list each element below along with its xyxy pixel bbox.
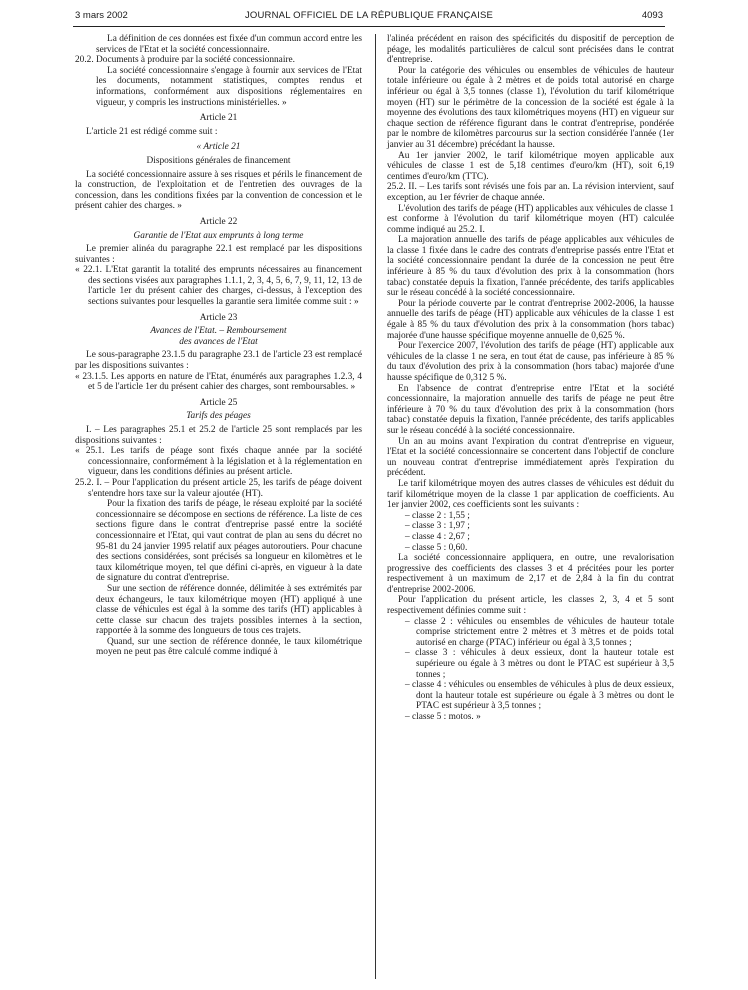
list-item: – classe 5 : 0,60. [405, 542, 468, 553]
section-heading: Garantie de l'Etat aux emprunts à long terme [133, 230, 304, 241]
paragraph: « 25.1. Les tarifs de péage sont fixés chaque année par la société concessionnaire, conformément à la législation et à la réglementation en vigueur, dans les conditions définies au présent article. [75, 446, 362, 478]
paragraph: I. – Les paragraphes 25.1 et 25.2 de l'article 25 sont remplacés par les dispositions suivantes : [75, 425, 362, 446]
paragraph: 25.2. II. – Les tarifs sont révisés une fois par an. La révision intervient, sauf exception, au 1er février de chaque année. [387, 182, 674, 203]
paragraph: La société concessionnaire assure à ses risques et périls le financement de la construction, de l'exploitation et de l'entretien des ouvrages de la concession, dans les conditions fixées par la convention de concession et le présent cahier des charges. » [75, 169, 362, 212]
page-header [75, 10, 663, 26]
header-rule [73, 26, 665, 27]
left-column [75, 34, 362, 658]
article-heading: Article 21 [199, 113, 238, 124]
list-item: – classe 5 : motos. » [405, 712, 481, 722]
paragraph: La majoration annuelle des tarifs de péage applicables aux véhicules de la classe 1 fixée dans le cadre des contrats d'entreprise passés entre l'Etat et la société concessionnaire pendant la durée de la concession ne peut être inférieure à 85 % du taux d'évolution des prix à la consommation (hors tabac) constatée depuis la fixation, l'année précédente, des tarifs applicables sur le réseau concédé à la société concessionnaire. [387, 235, 674, 299]
paragraph: Un an au moins avant l'expiration du contrat d'entreprise en vigueur, l'Etat et la société concessionnaire se concertent dans l'objectif de conclure un nouveau contrat d'entreprise immédiatement après l'expiration du précédent. [387, 436, 674, 479]
paragraph: Pour l'application du présent article, les classes 2, 3, 4 et 5 sont respectivement définies comme suit : [387, 595, 674, 617]
paragraph: Le tarif kilométrique moyen des autres classes de véhicules est déduit du tarif kilométrique moyen de la classe 1 par application de coefficients. Au 1er janvier 2002, ces coefficients sont les suivants : [387, 478, 674, 511]
article-heading: Article 22 [199, 216, 238, 227]
paragraph: Pour la période couverte par le contrat d'entreprise 2002-2006, la hausse annuelle des tarifs de péage (HT) applicable aux véhicules de la classe 1 est égale à 85 % du taux d'évolution des prix à la consommation (hors tabac) majorée d'une hausse spécifique moyenne annuelle de 0,625 %. [387, 298, 674, 341]
section-heading: Tarifs des péages [186, 411, 251, 422]
paragraph: 20.2. Documents à produire par la société concessionnaire. [75, 55, 296, 66]
paragraph: La société concessionnaire s'engage à fournir aux services de l'Etat les documents, notamment statistiques, comptes rendus et informations, conformément aux dispositions réglementaires en vigueur, y compris les instructions ministérielles. » [96, 65, 362, 108]
class-list [387, 617, 674, 723]
article-heading: Article 23 [199, 312, 238, 323]
paragraph: l'alinéa précédent en raison des spécificités du dispositif de perception de péage, les modalités particulières de calcul sont précisées dans le contrat d'entreprise. [387, 34, 674, 66]
right-column [387, 34, 674, 723]
paragraph: Sur une section de référence donnée, délimitée à ses extrémités par deux échangeurs, le taux kilométrique moyen (HT) appliqué à une classe de véhicules est égal à la somme des tarifs (HT) applicables à cette classe sur chacun des trajets possibles internes à la section, rapportée à la somme des longueurs de tous ces trajets. [96, 583, 362, 637]
paragraph: Pour la fixation des tarifs de péage, le réseau exploité par la société concessionnaire se décompose en sections de référence. La liste de ces sections figure dans le contrat d'entreprise passé entre la société concessionnaire et l'Etat, qui vaut contrat de plan au sens du décret no 95-81 du 24 janvier 1995 relatif aux péages autoroutiers. Pour chacune des sections considérées, sont précisés sa longueur en kilomètres et le taux kilométrique moyen, tel que défini ci-après, en vigueur à la date de signature du contrat d'entreprise. [96, 499, 362, 584]
section-heading: des avances de l'Etat [179, 336, 258, 347]
paragraph: Le premier alinéa du paragraphe 22.1 est remplacé par les dispositions suivantes : [75, 244, 362, 265]
list-item: – classe 3 : véhicules à deux essieux, dont la hauteur totale est supérieure ou égale à 3 mètres ou dont le PTAC est supérieur à 3,5 tonnes ; [405, 648, 674, 680]
paragraph: 25.2. I. – Pour l'application du présent article 25, les tarifs de péage doivent s'entendre hors taxe sur la valeur ajoutée (HT). [75, 477, 362, 499]
paragraph: L'évolution des tarifs de péage (HT) applicables aux véhicules de classe 1 est conforme à l'évolution du tarif kilométrique moyen (HT) calculée comme indiqué au 25.2. I. [387, 203, 674, 235]
paragraph: Quand, sur une section de référence donnée, le taux kilométrique moyen ne peut pas être calculé comme indiqué à [96, 636, 362, 658]
column-divider [375, 34, 376, 979]
paragraph: Le sous-paragraphe 23.1.5 du paragraphe 23.1 de l'article 23 est remplacé par les dispositions suivantes : [75, 350, 362, 372]
paragraph: Au 1er janvier 2002, le tarif kilométrique moyen applicable aux véhicules de classe 1 est de 5,18 centimes d'euro/km (HT), soit 6,19 centimes d'euro/km (TTC). [387, 150, 674, 182]
section-heading: Avances de l'Etat. – Remboursement [150, 326, 287, 337]
paragraph: Pour l'exercice 2007, l'évolution des tarifs de péage (HT) applicable aux véhicules de la classe 1 ne sera, en tout état de cause, pas inférieure à 85 % du taux d'évolution des prix à la consommation (hors tabac) majorée d'une hausse spécifique de 0,312 5 %. [387, 341, 674, 383]
paragraph: La société concessionnaire appliquera, en outre, une revalorisation progressive des coefficients des classes 3 et 4 précitées pour les porter respectivement à un maximum de 2,17 et de 2,84 à la fin du contrat d'entreprise 2002-2006. [387, 553, 674, 595]
paragraph: L'article 21 est rédigé comme suit : [86, 126, 218, 137]
paragraph: Pour la catégorie des véhicules ou ensembles de véhicules de hauteur totale inférieure ou égale à 2 mètres et de poids total autorisé en charge inférieur ou égal à 3,5 tonnes (classe 1), l'évolution du tarif kilométrique moyen (HT) sur le périmètre de la concession de la société est égale à la moyenne des évolutions des taux kilométriques moyens (HT) en vigueur sur chaque section de référence figurant dans le contrat d'entreprise, pondérée par le nombre de kilomètres parcourus sur la section considérée l'année (1er janvier au 31 décembre) précédant la hausse. [387, 65, 674, 150]
paragraph: La définition de ces données est fixée d'un commun accord entre les services de l'Etat et la société concessionnaire. [96, 34, 362, 55]
article-heading: Article 25 [199, 397, 238, 408]
list-item: – classe 4 : véhicules ou ensembles de véhicules à plus de deux essieux, dont la hauteur totale est supérieure ou égale à 3 mètres ou dont le PTAC est supérieur à 3,5 tonnes ; [405, 680, 674, 712]
page-number: 4093 [641, 10, 663, 21]
list-item: – classe 2 : 1,55 ; [405, 510, 470, 521]
list-item: – classe 4 : 2,67 ; [405, 531, 470, 542]
paragraph: « 22.1. L'Etat garantit la totalité des emprunts nécessaires au financement des sections visées aux paragraphes 1.1.1, 2, 3, 4, 5, 6, 7, 9, 11, 12, 13 de l'article 1er du présent cahier des charges, ci-dessus, à l'exception des sections suivantes pour lesquelles la garantie sera limitée comme suit : » [75, 265, 362, 308]
paragraph: En l'absence de contrat d'entreprise entre l'Etat et la société concessionnaire, la majoration annuelle des tarifs de péage ne peut être inférieure à 70 % du taux d'évolution des prix à la consommation (hors tabac) constatée depuis la fixation, l'année précédente, des tarifs applicables sur le réseau concédé à la société concessionnaire. [387, 383, 674, 436]
list-item: – classe 2 : véhicules ou ensembles de véhicules de hauteur totale comprise strictement entre 2 mètres et 3 mètres et de poids total autorisé en charge (PTAC) inférieur ou égal à 3,5 tonnes ; [405, 616, 674, 648]
issue-date: 3 mars 2002 [75, 10, 128, 21]
coefficient-list [387, 511, 674, 553]
list-item: – classe 3 : 1,97 ; [405, 521, 470, 532]
journal-title: JOURNAL OFFICIEL DE LA RÉPUBLIQUE FRANÇAISE [244, 10, 494, 21]
section-heading: Dispositions générales de financement [146, 155, 291, 166]
article-heading: « Article 21 [196, 142, 241, 153]
paragraph: « 23.1.5. Les apports en nature de l'Etat, énumérés aux paragraphes 1.2.3, 4 et 5 de l'article 1er du présent cahier des charges, sont remboursables. » [75, 371, 362, 393]
